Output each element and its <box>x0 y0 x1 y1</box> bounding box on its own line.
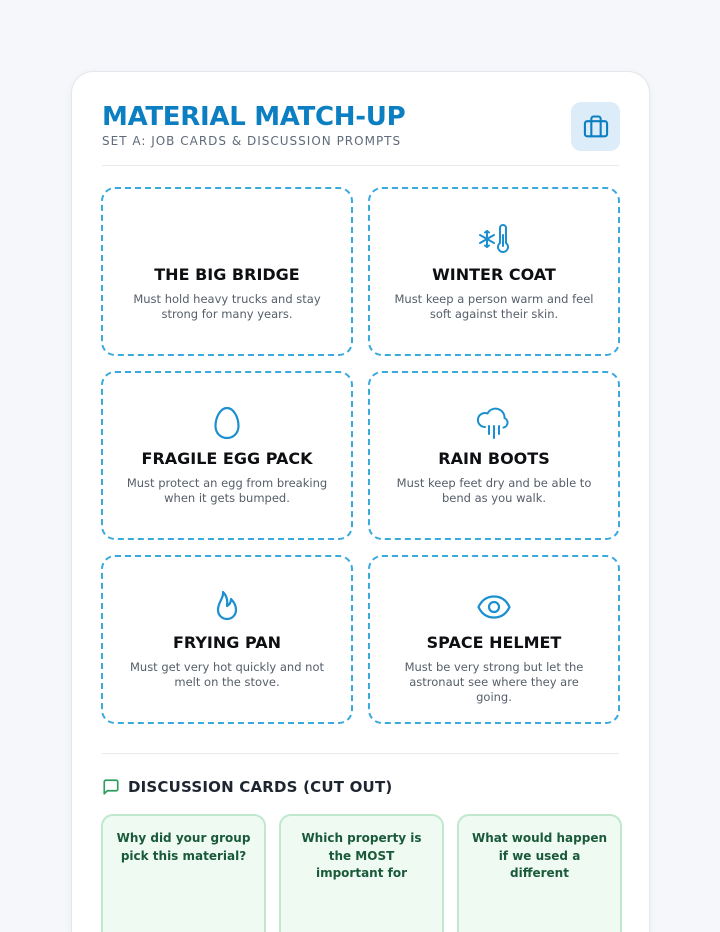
job-card-title: THE BIG BRIDGE <box>154 265 300 284</box>
job-card-rain-boots <box>368 371 620 540</box>
job-card-title: RAIN BOOTS <box>438 449 550 468</box>
job-card-description: Must protect an egg from breaking when it gets bumped. <box>126 476 328 505</box>
job-card-icon <box>103 589 351 625</box>
job-card-icon <box>370 221 618 257</box>
header-badge <box>571 102 620 151</box>
discussion-card-text: Which property is the MOST important for <box>301 831 422 880</box>
job-card-icon <box>370 405 618 441</box>
job-card-description: Must be very strong but let the astronaut see where they are going. <box>404 660 584 704</box>
job-card-description: Must get very hot quickly and not melt on the stove. <box>129 660 324 689</box>
job-card-description: Must keep feet dry and be able to bend as you walk. <box>396 476 592 505</box>
job-card-space-helmet <box>368 555 620 724</box>
job-card-title: SPACE HELMET <box>426 633 562 652</box>
worksheet-page <box>71 71 650 932</box>
eye-icon <box>476 589 512 625</box>
discussion-card <box>457 814 622 932</box>
job-card-big-bridge <box>101 187 353 356</box>
discussion-card-text: Why did your group pick this material? <box>116 831 251 863</box>
egg-icon <box>209 405 245 441</box>
job-card-description: Must hold heavy trucks and stay strong for many years. <box>133 292 321 321</box>
job-card-title: FRYING PAN <box>172 633 282 652</box>
message-square-icon <box>102 778 120 796</box>
job-card-fragile-egg-pack <box>101 371 353 540</box>
page-title: MATERIAL MATCH-UP <box>102 102 406 132</box>
discussion-card <box>101 814 266 932</box>
job-card-frying-pan <box>101 555 353 724</box>
discussion-heading-label: DISCUSSION CARDS (CUT OUT) <box>128 778 393 796</box>
job-card-title: WINTER COAT <box>432 265 556 284</box>
header-divider <box>102 165 619 166</box>
job-card-title: FRAGILE EGG PACK <box>141 449 313 468</box>
discussion-card-text: What would happen if we used a different <box>471 831 608 880</box>
flame-icon <box>209 589 245 625</box>
job-card-description: Must keep a person warm and feel soft against their skin. <box>394 292 594 321</box>
job-card-winter-coat <box>368 187 620 356</box>
discussion-heading <box>102 778 392 796</box>
job-card-icon <box>370 589 618 625</box>
cloud-rain-icon <box>476 405 512 441</box>
job-card-icon <box>103 405 351 441</box>
section-divider <box>102 753 619 754</box>
snow-thermometer-icon <box>476 221 512 257</box>
briefcase-icon <box>582 113 610 141</box>
discussion-card <box>279 814 444 932</box>
page-subtitle: SET A: JOB CARDS & DISCUSSION PROMPTS <box>102 134 402 148</box>
